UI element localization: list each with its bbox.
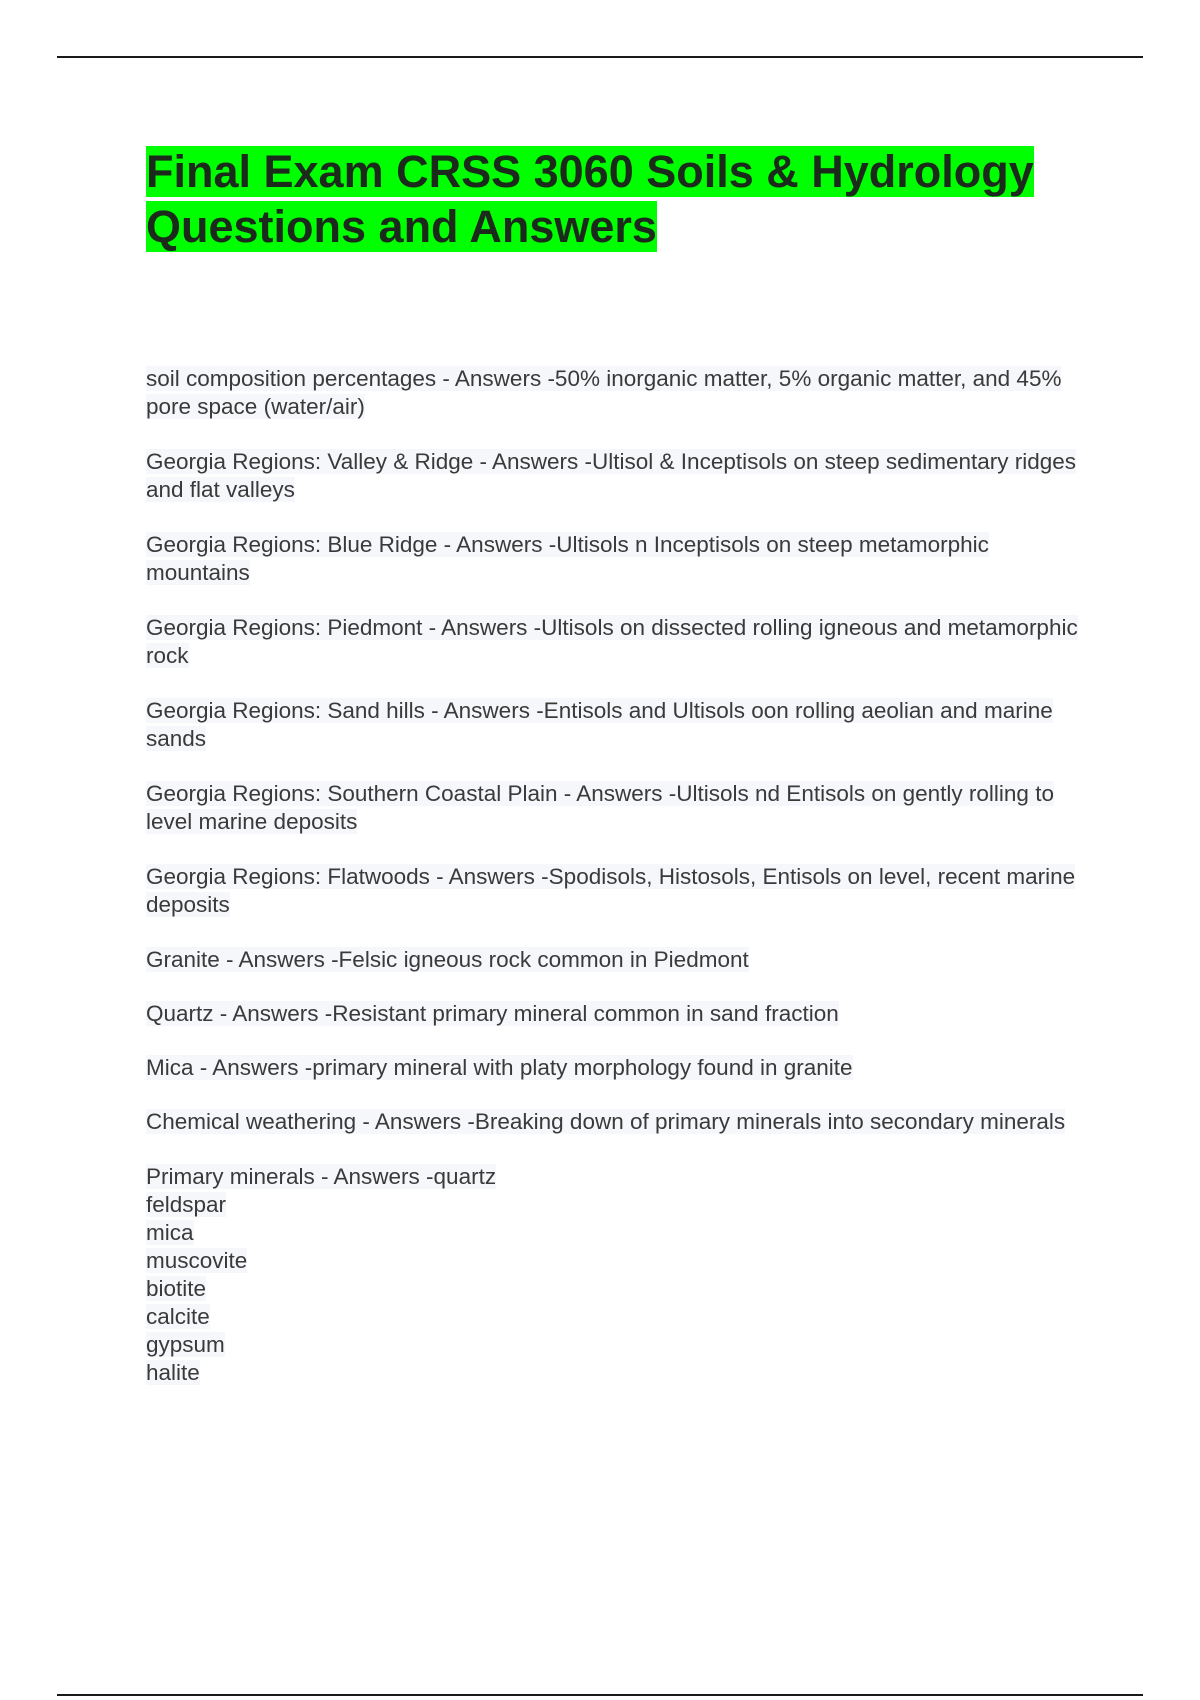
bottom-rule — [57, 1694, 1143, 1696]
qa-item — [146, 1108, 1086, 1136]
qa-item — [146, 448, 1086, 504]
qa-item — [146, 697, 1086, 753]
qa-text: Quartz - Answers -Resistant primary mineral common in sand fraction — [146, 1001, 839, 1026]
qa-text: Mica - Answers -primary mineral with platy morphology found in granite — [146, 1055, 853, 1080]
primary-minerals-item — [146, 1163, 1086, 1387]
mineral-line: muscovite — [146, 1248, 248, 1273]
mineral-line: gypsum — [146, 1332, 225, 1357]
qa-item — [146, 1000, 1086, 1028]
qa-text: Chemical weathering - Answers -Breaking down of primary minerals into secondary minerals — [146, 1109, 1066, 1134]
mineral-line: calcite — [146, 1304, 210, 1329]
qa-text: Granite - Answers -Felsic igneous rock common in Piedmont — [146, 947, 749, 972]
qa-text: soil composition percentages - Answers -50% inorganic matter, 5% organic matter, and 45% pore space (water/air) — [146, 366, 1062, 419]
qa-text: Georgia Regions: Southern Coastal Plain - Answers -Ultisols nd Entisols on gently rolling to level marine deposits — [146, 781, 1054, 834]
qa-text: Georgia Regions: Piedmont - Answers -Ultisols on dissected rolling igneous and metamorphic rock — [146, 615, 1078, 668]
mineral-line: mica — [146, 1220, 194, 1245]
qa-item — [146, 614, 1086, 670]
qa-text: Georgia Regions: Sand hills - Answers -Entisols and Ultisols oon rolling aeolian and marine sands — [146, 698, 1053, 751]
qa-item — [146, 365, 1086, 421]
qa-item — [146, 531, 1086, 587]
qa-text: Georgia Regions: Blue Ridge - Answers -Ultisols n Inceptisols on steep metamorphic mountains — [146, 532, 989, 585]
mineral-line: biotite — [146, 1276, 207, 1301]
qa-item — [146, 1054, 1086, 1082]
document-title — [146, 144, 1046, 254]
qa-item — [146, 863, 1086, 919]
mineral-line: feldspar — [146, 1192, 227, 1217]
title-highlight: Final Exam CRSS 3060 Soils & Hydrology Questions and Answers — [146, 146, 1034, 252]
qa-item — [146, 780, 1086, 836]
qa-item — [146, 946, 1086, 974]
qa-text: Georgia Regions: Flatwoods - Answers -Spodisols, Histosols, Entisols on level, recent marine deposits — [146, 864, 1076, 917]
mineral-line: halite — [146, 1360, 200, 1385]
qa-text: Georgia Regions: Valley & Ridge - Answers -Ultisol & Inceptisols on steep sedimentary ridges and flat valleys — [146, 449, 1077, 502]
top-rule — [57, 56, 1143, 58]
qa-list — [146, 365, 1086, 1414]
primary-minerals-heading: Primary minerals - Answers -quartz — [146, 1164, 497, 1189]
